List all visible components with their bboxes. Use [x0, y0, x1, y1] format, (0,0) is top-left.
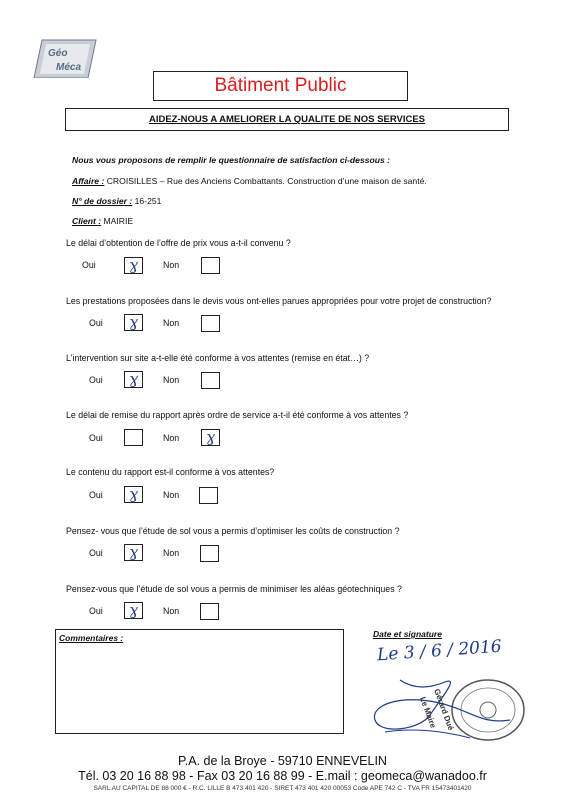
checkmark-icon: ɣ [129, 256, 138, 274]
logo-line1: Géo [48, 48, 68, 59]
question-2-text: Les prestations proposées dans le devis vous ont-elles parues appropriées pour votre projet de construction? [66, 296, 492, 306]
question-4-text: Le délai de remise du rapport après ordre de service a-t-il été conforme à vos attentes ? [66, 410, 409, 420]
logo-line2: Méca [56, 62, 82, 73]
checkmark-icon: ɣ [129, 485, 138, 503]
question-4-oui-checkbox[interactable] [124, 429, 143, 446]
question-4-non-label: Non [163, 433, 180, 443]
footer-legal: SARL AU CAPITAL DE 88 000 € - R.C. LILLE B 473 401 420 - SIRET 473 401 420 00053 Code APE 742 C - TVA FR 15473401420 [93, 785, 472, 792]
question-7-non-checkbox[interactable] [200, 603, 219, 620]
handwritten-date: Le 3 / 6 / 2016 [376, 636, 503, 666]
affaire-label: Affaire : [72, 176, 105, 186]
signature-label: Date et signature [373, 629, 442, 639]
question-2-oui-label: Oui [89, 318, 103, 328]
question-1-oui-label: Oui [82, 260, 96, 270]
question-1-non-checkbox[interactable] [201, 257, 220, 274]
checkmark-icon: ɣ [206, 428, 215, 446]
question-5-non-label: Non [163, 490, 180, 500]
checkmark-icon: ɣ [129, 601, 138, 619]
comments-label: Commentaires : [59, 633, 124, 643]
question-3-non-label: Non [163, 375, 180, 385]
question-6-non-checkbox[interactable] [200, 545, 219, 562]
question-2-non-checkbox[interactable] [201, 315, 220, 332]
question-3-oui-checkbox[interactable] [124, 371, 143, 388]
question-5-oui-checkbox[interactable] [124, 486, 143, 503]
geomeca-logo [26, 38, 98, 78]
comments-box[interactable] [55, 629, 344, 734]
client-label: Client : [72, 216, 102, 226]
client-line [72, 216, 133, 226]
question-7-oui-checkbox[interactable] [124, 602, 143, 619]
footer-address: P.A. de la Broye - 59710 ENNEVELIN [178, 754, 387, 768]
question-6-text: Pensez- vous que l’étude de sol vous a permis d’optimiser les coûts de construction ? [66, 526, 400, 536]
dossier-line [72, 196, 161, 206]
checkmark-icon: ɣ [129, 370, 138, 388]
dossier-value: 16-251 [132, 196, 162, 206]
question-2-oui-checkbox[interactable] [124, 314, 143, 331]
affaire-line [72, 176, 427, 186]
banner-heading: AIDEZ-NOUS A AMELIORER LA QUALITE DE NOS SERVICES [65, 108, 509, 131]
question-6-non-label: Non [163, 548, 180, 558]
question-3-oui-label: Oui [89, 375, 103, 385]
question-3-non-checkbox[interactable] [201, 372, 220, 389]
dossier-label: N° de dossier : [72, 196, 133, 206]
affaire-value: CROISILLES – Rue des Anciens Combattants. Construction d’une maison de santé. [104, 176, 427, 186]
intro-text: Nous vous proposons de remplir le questionnaire de satisfaction ci-dessous : [72, 155, 391, 165]
client-value: MAIRIE [101, 216, 134, 226]
document-title: Bâtiment Public [153, 71, 408, 101]
question-5-oui-label: Oui [89, 490, 103, 500]
question-2-non-label: Non [163, 318, 180, 328]
svg-text:Le Maire: Le Maire [418, 695, 438, 730]
question-7-non-label: Non [163, 606, 180, 616]
checkmark-icon: ɣ [129, 543, 138, 561]
question-1-text: Le délai d’obtention de l’offre de prix vous a-t-il convenu ? [66, 238, 291, 248]
question-1-non-label: Non [163, 260, 180, 270]
question-4-non-checkbox[interactable] [201, 429, 220, 446]
footer-contact: Tél. 03 20 16 88 98 - Fax 03 20 16 88 99 - E.mail : geomeca@wanadoo.fr [78, 769, 487, 783]
question-7-oui-label: Oui [89, 606, 103, 616]
svg-text:Gérard Dué: Gérard Dué [432, 687, 456, 732]
question-1-oui-checkbox[interactable] [124, 257, 143, 274]
checkmark-icon: ɣ [129, 313, 138, 331]
question-6-oui-label: Oui [89, 548, 103, 558]
question-6-oui-checkbox[interactable] [124, 544, 143, 561]
question-3-text: L’intervention sur site a-t-elle été conforme à vos attentes (remise en état…) ? [66, 353, 370, 363]
question-5-text: Le contenu du rapport est-il conforme à vos attentes? [66, 467, 275, 477]
question-5-non-checkbox[interactable] [199, 487, 218, 504]
question-7-text: Pensez-vous que l’étude de sol vous a permis de minimiser les aléas géotechniques ? [66, 584, 402, 594]
question-4-oui-label: Oui [89, 433, 103, 443]
